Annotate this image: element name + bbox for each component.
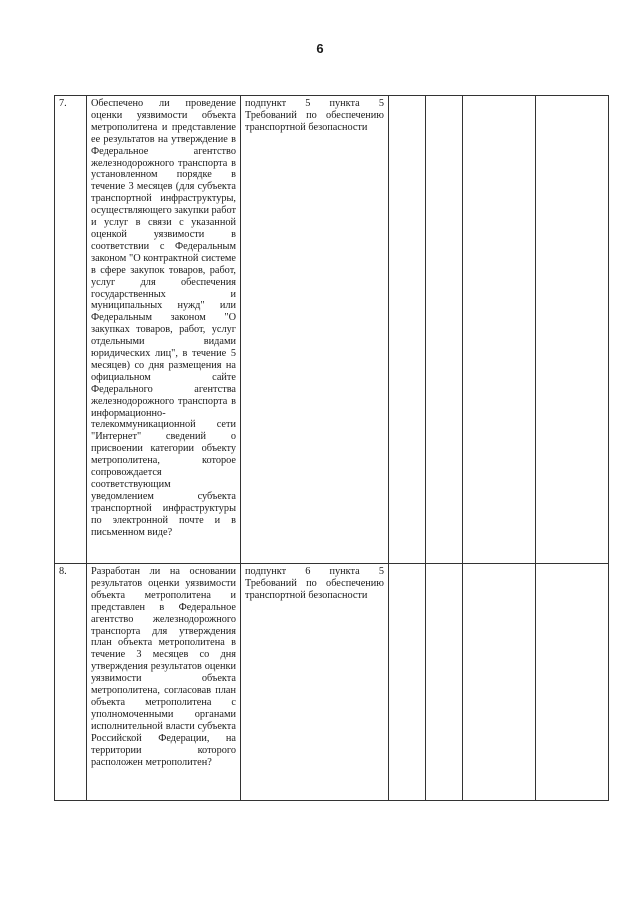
requirement-question: Разработан ли на основании результатов оценки уязвимости объекта метрополитена и представлен в Федеральное агентство железнодорожного транспорта для утверждения план объекта метрополитена в течение 3 месяцев со дня утверждения результатов оценки уязвимости объекта метрополитена, согласовав план объекта метрополитена с уполномоченными органами исполнительной власти субъекта Российской Федерации, на территории которого расположен метрополитен? — [87, 564, 241, 801]
table-row — [55, 564, 609, 801]
not-applicable-cell — [463, 564, 536, 801]
answer-yes-cell — [389, 564, 426, 801]
notes-cell — [536, 564, 609, 801]
answer-no-cell — [426, 564, 463, 801]
page-number: 6 — [316, 41, 324, 56]
answer-no-cell — [426, 96, 463, 564]
not-applicable-cell — [463, 96, 536, 564]
legal-reference: подпункт 6 пункта 5 Требований по обеспечению транспортной безопасности — [241, 564, 389, 801]
row-number: 7. — [55, 96, 87, 564]
answer-yes-cell — [389, 96, 426, 564]
checklist-table — [54, 95, 609, 801]
table-row — [55, 96, 609, 564]
row-number: 8. — [55, 564, 87, 801]
notes-cell — [536, 96, 609, 564]
requirement-question: Обеспечено ли проведение оценки уязвимости объекта метрополитена и представление ее результатов на утверждение в Федеральное агентство железнодорожного транспорта в установленном порядке в течение 3 месяцев (для субъекта транспортной инфраструктуры, осуществляющего закупки работ и услуг в связи с указанной оценкой уязвимости в соответствии с Федеральным законом "О контрактной системе в сфере закупок товаров, работ, услуг для обеспечения государственных и муниципальных нужд" или Федеральным законом "О закупках товаров, работ, услуг отдельными видами юридических лиц", в течение 5 месяцев) со дня размещения на официальном сайте Федерального агентства железнодорожного транспорта в информационно-телекоммуникационной сети "Интернет" сведений о присвоении категории объекту метрополитена, которое сопровождается соответствующим уведомлением субъекта транспортной инфраструктуры по электронной почте и в письменном виде? — [87, 96, 241, 564]
legal-reference: подпункт 5 пункта 5 Требований по обеспечению транспортной безопасности — [241, 96, 389, 564]
